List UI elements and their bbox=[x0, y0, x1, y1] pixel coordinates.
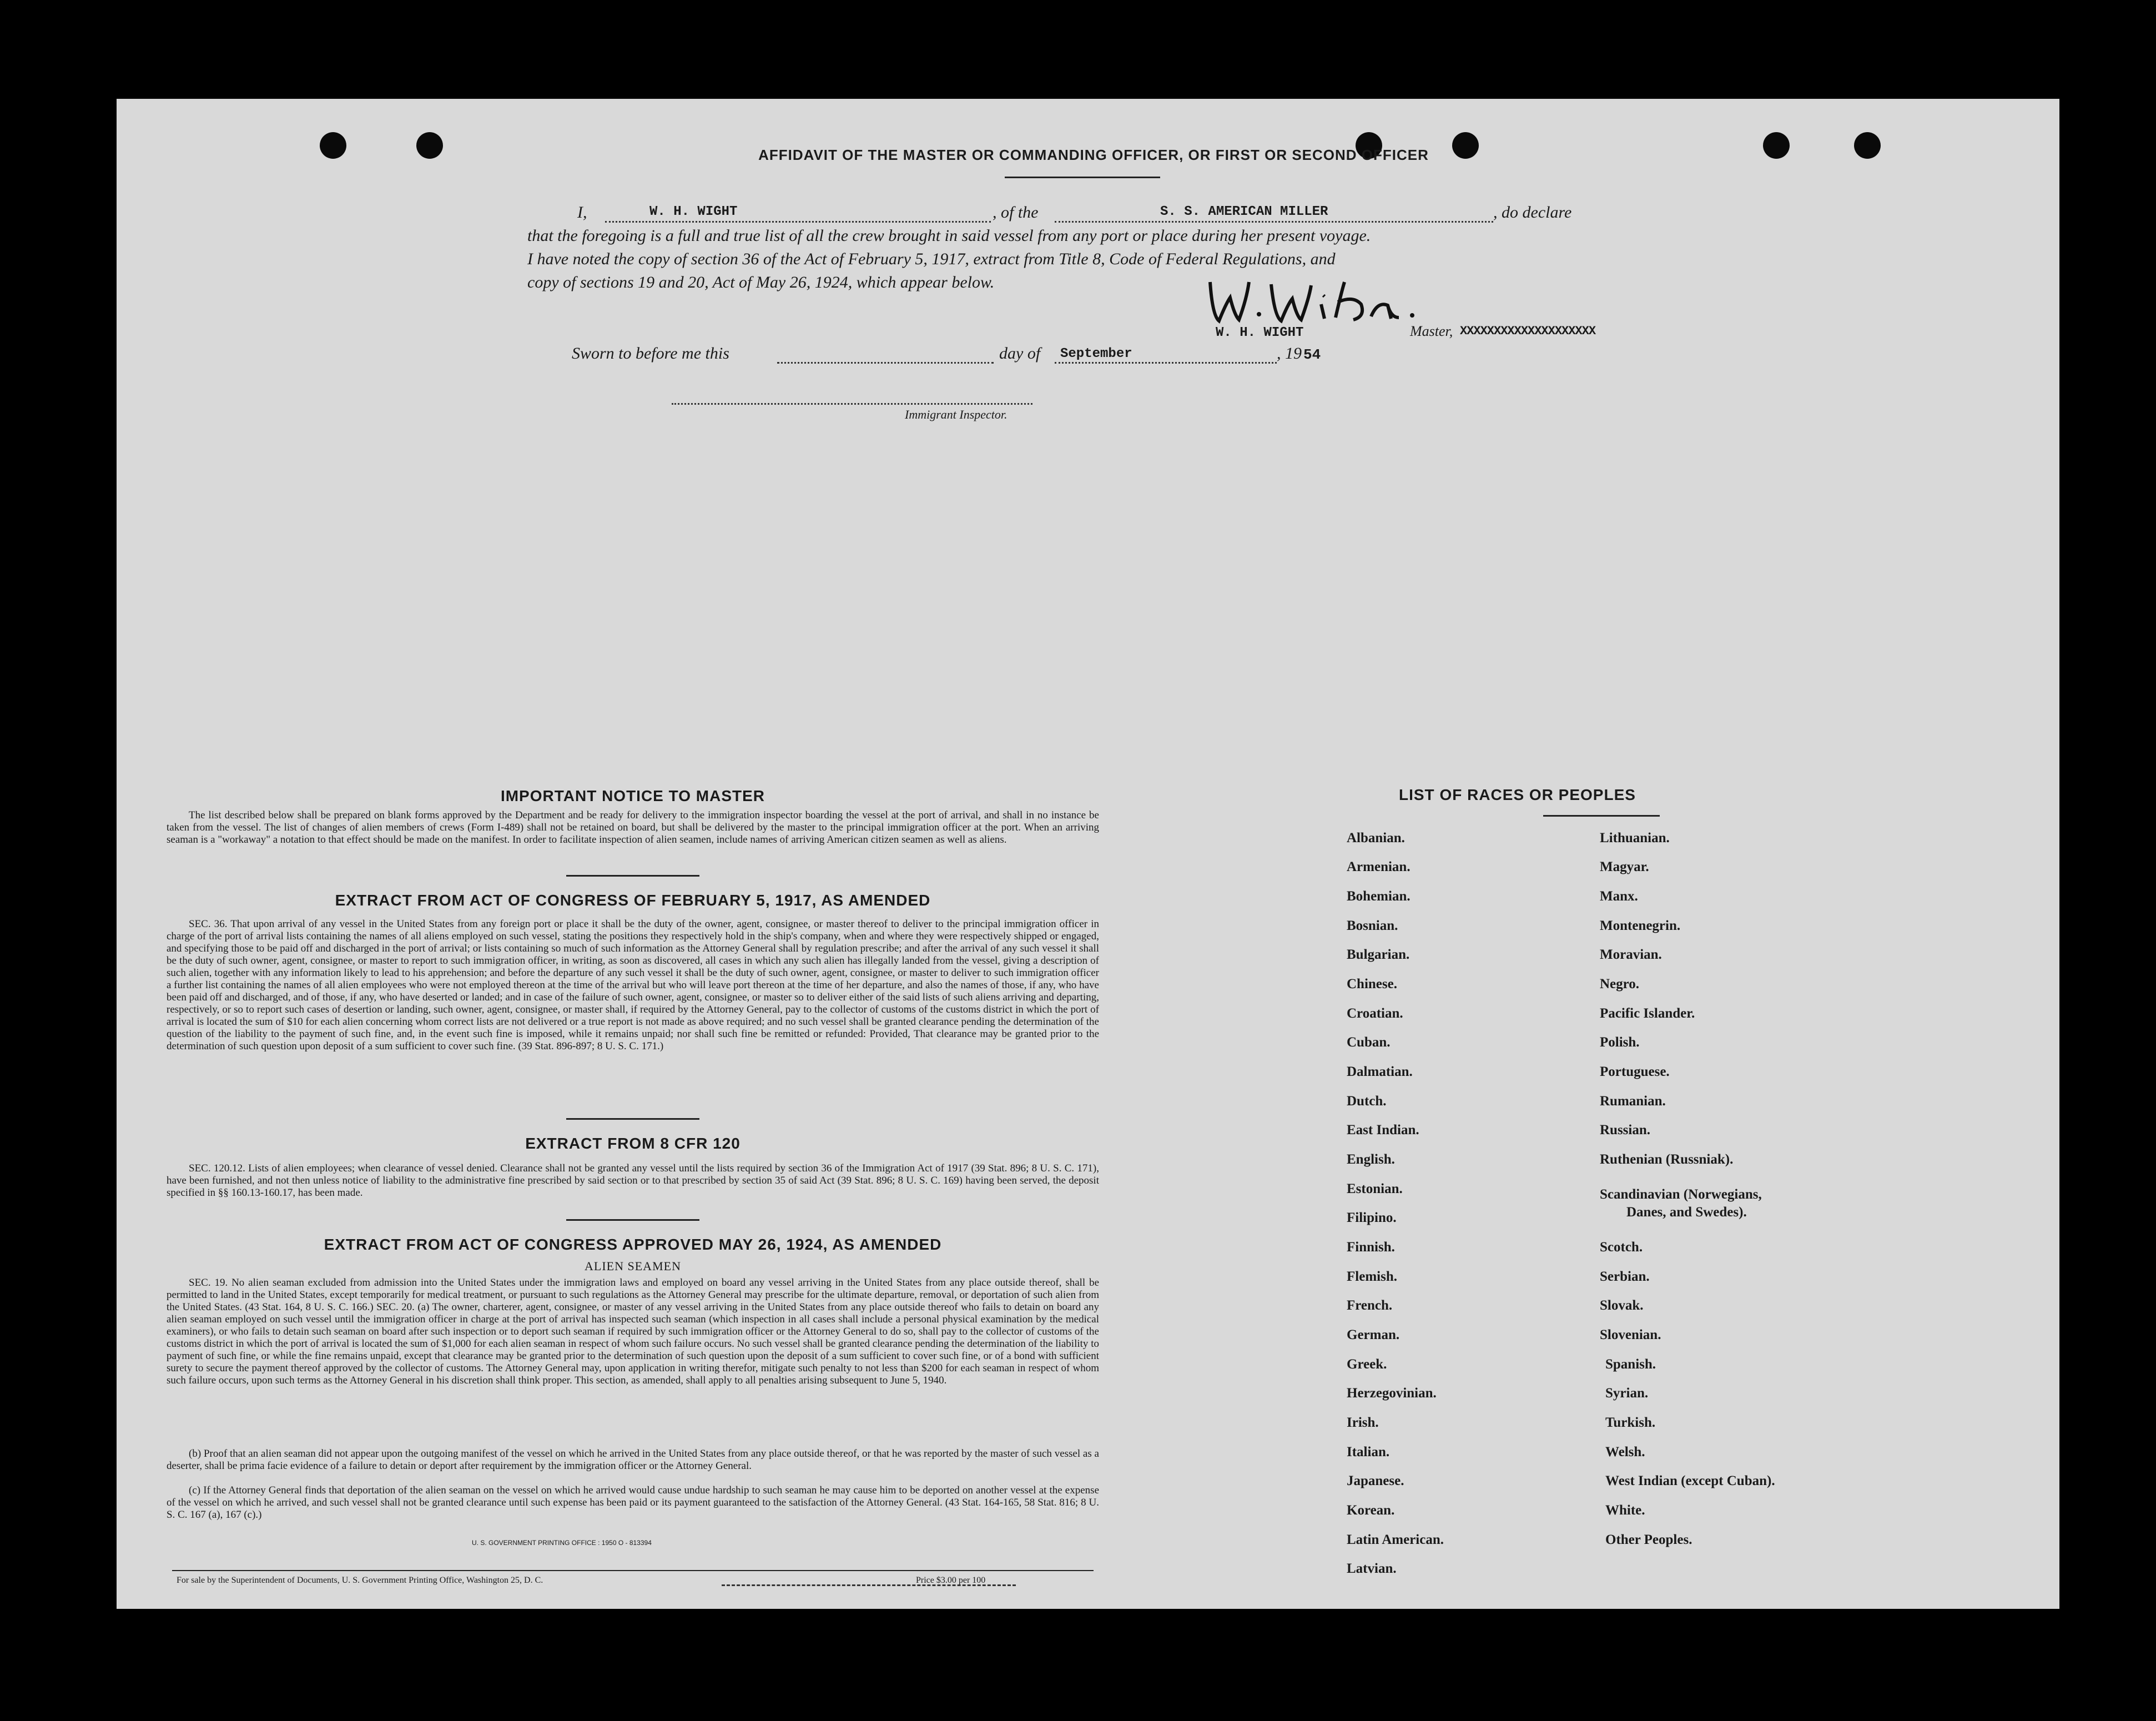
sworn-line bbox=[572, 344, 1460, 366]
race-item: Serbian. bbox=[1600, 1269, 1650, 1284]
race-item: Japanese. bbox=[1347, 1473, 1404, 1488]
struck-out-title: XXXXXXXXXXXXXXXXXXXX bbox=[1460, 324, 1596, 338]
inspector-label: Immigrant Inspector. bbox=[905, 407, 1008, 421]
race-item: Irish. bbox=[1347, 1415, 1379, 1430]
race-item: Estonian. bbox=[1347, 1181, 1403, 1196]
race-item: Spanish. bbox=[1605, 1357, 1656, 1372]
month-blank bbox=[1055, 362, 1277, 364]
race-item: Herzegovinian. bbox=[1347, 1386, 1437, 1401]
punch-hole bbox=[416, 132, 443, 159]
race-item: Greek. bbox=[1347, 1357, 1387, 1372]
race-item: Finnish. bbox=[1347, 1240, 1395, 1255]
race-item: Flemish. bbox=[1347, 1269, 1397, 1284]
master-label: Master, bbox=[1410, 323, 1453, 339]
race-item: Bulgarian. bbox=[1347, 947, 1410, 962]
document-page bbox=[117, 99, 2059, 1609]
race-item: Portuguese. bbox=[1600, 1064, 1670, 1079]
handwritten-signature bbox=[1205, 271, 1438, 332]
punch-hole bbox=[1763, 132, 1790, 159]
race-item: East Indian. bbox=[1347, 1123, 1419, 1138]
year-value: 54 bbox=[1303, 346, 1321, 363]
day-of-label: day of bbox=[999, 344, 1041, 363]
notice-divider bbox=[566, 875, 699, 877]
extract-1917-text: SEC. 36. That upon arrival of any vessel in the United States from any foreign port or place it shall be the duty of the owner, agent, consignee, or master thereof to deliver to the principal immigration officer in charge of the port of arrival lists containing the names of all aliens employed on such vessel, stating the positions they respectively hold in the ship's company, when and where they were respectively shipped or engaged, and specifying those to be paid off and discharged in the port of arrival; or lists containing so much of such information as the Attorney General shall by regulation prescribe; and after the arrival of any such vessel it shall be the duty of such owner, agent, consignee, or master to report to such immigration officer, in writing, as soon as discovered, all cases in which any such alien has illegally landed from the vessel, giving a description of such alien, together with any information likely to lead to his apprehension; and before the departure of any such vessel it shall be the duty of such owner, agent, consignee, or master to deliver to such immigration officer a further list containing the names of all alien employees who were not employed thereon at the time of the arrival but who will leave port thereon at the time of her departure, and also the names of those, if any, who have been paid off and discharged, and of those, if any, who have deserted or landed; and in case of the failure of such owner, agent, consignee, or master so to deliver either of the said lists of such aliens arriving and departing, respectively, or so to report such cases of desertion or landing, such owner, agent, consignee, or master shall, if required by the Attorney General, pay to the collector of customs of the customs district in which the port of arrival is located the sum of $10 for each alien concerning whom correct lists are not delivered or a true report is not made as above required; and no such vessel shall be granted clearance pending the determination of the question of the liability to the payment of such fine, and, in the event such fine is imposed, while it remains unpaid; nor shall such fine be remitted or refunded: Provided, That clearance may be granted prior to the determination of such question upon deposit of a sum sufficient to cover such fine. (39 Stat. 896-897; 8 U. S. C. 171.) bbox=[167, 918, 1099, 1052]
race-item: Turkish. bbox=[1605, 1415, 1656, 1430]
race-item: Montenegrin. bbox=[1600, 918, 1681, 933]
race-item-continuation: Danes, and Swedes). bbox=[1626, 1205, 1747, 1220]
printing-office-note: U. S. GOVERNMENT PRINTING OFFICE : 1950 O - 813394 bbox=[472, 1539, 652, 1547]
race-item: French. bbox=[1347, 1298, 1393, 1313]
affidavit-body-3: copy of sections 19 and 20, Act of May 26, 1924, which appear below. bbox=[527, 273, 995, 291]
race-item: Ruthenian (Russniak). bbox=[1600, 1152, 1734, 1167]
race-item: Magyar. bbox=[1600, 859, 1649, 874]
vessel-name: S. S. AMERICAN MILLER bbox=[1160, 204, 1328, 219]
race-item: Chinese. bbox=[1347, 977, 1397, 992]
punch-hole bbox=[1854, 132, 1881, 159]
race-item: Dalmatian. bbox=[1347, 1064, 1413, 1079]
extract-cfr-title: EXTRACT FROM 8 CFR 120 bbox=[525, 1135, 741, 1152]
races-divider bbox=[1543, 815, 1660, 817]
name-blank bbox=[605, 221, 991, 223]
race-item: Moravian. bbox=[1600, 947, 1662, 962]
race-item: Filipino. bbox=[1347, 1210, 1397, 1225]
signature-typed: W. H. WIGHT bbox=[1216, 325, 1304, 340]
race-item: Scotch. bbox=[1600, 1240, 1643, 1255]
race-item: Bosnian. bbox=[1347, 918, 1398, 933]
extract-1924-text-b: (b) Proof that an alien seaman did not appear upon the outgoing manifest of the vessel on which he arrived in the United States from any place outside thereof, or that he was reported by the master of such vessel as a deserter, shall be prima facie evidence of a failure to detain or deport after requirement by the immigration officer or the Attorney General. bbox=[167, 1448, 1099, 1472]
extract-1924-title: EXTRACT FROM ACT OF CONGRESS APPROVED MAY 26, 1924, AS AMENDED bbox=[324, 1236, 942, 1253]
race-item: Cuban. bbox=[1347, 1035, 1391, 1050]
race-item: Latin American. bbox=[1347, 1532, 1444, 1547]
race-item: Negro. bbox=[1600, 977, 1640, 992]
extract-1917-title: EXTRACT FROM ACT OF CONGRESS OF FEBRUARY 5, 1917, AS AMENDED bbox=[335, 892, 931, 909]
race-item: West Indian (except Cuban). bbox=[1605, 1473, 1775, 1488]
affidavit-body-1: that the foregoing is a full and true list of all the crew brought in said vessel from any port or place during her present voyage. bbox=[527, 227, 1371, 245]
races-title: LIST OF RACES OR PEOPLES bbox=[1399, 786, 1636, 803]
race-item: Albanian. bbox=[1347, 831, 1405, 846]
extract-1924-text: SEC. 19. No alien seaman excluded from admission into the United States under the immigration laws and employed on board any vessel arriving in the United States from any place outside thereof, shall be permitted to land in the United States, except temporarily for medical treatment, or pursuant to such regulations as the Attorney General may prescribe for the ultimate departure, removal, or deportation of such alien from the United States. (43 Stat. 164, 8 U. S. C. 166.) SEC. 20. (a) The owner, charterer, agent, consignee, or master of any vessel arriving in the United States from any place outside thereof who fails to detain on board any alien seaman employed on such vessel until the immigration officer in charge at the port of arrival has inspected such seaman (which inspection in all cases shall include a personal physical examination by the medical examiners), or who fails to detain such seaman on board after such inspection or to deport such seaman if required by such immigration officer or the Attorney General to do so, shall pay to the collector of customs of the customs district in which the port of arrival is located the sum of $1,000 for each alien seaman in respect of whom such failure occurs. No such vessel shall be granted clearance pending the determination of the liability to payment of such fine, or while the fine remains unpaid, except that clearance may be granted prior to the determination of such question upon the deposit of a sum sufficient to cover such fine, or of a bond with sufficient surety to secure the payment thereof approved by the collector of customs. The Attorney General may, upon application in writing therefor, mitigate such penalty to not less than $200 for each seaman in respect of whom such failure occurs, upon such terms as the Attorney General in his discretion shall think proper. This section, as amended, shall apply to all penalties arising subsequent to June 5, 1940. bbox=[167, 1277, 1099, 1386]
declaration-line bbox=[577, 203, 1771, 225]
race-item: Rumanian. bbox=[1600, 1094, 1666, 1109]
race-item: Italian. bbox=[1347, 1445, 1390, 1460]
day-blank bbox=[777, 362, 994, 364]
sworn-label: Sworn to before me this bbox=[572, 344, 729, 363]
extract-1917-divider bbox=[566, 1118, 699, 1120]
race-item: Lithuanian. bbox=[1600, 831, 1670, 846]
extract-1924-subtitle: ALIEN SEAMEN bbox=[585, 1259, 681, 1273]
race-item: Russian. bbox=[1600, 1123, 1651, 1138]
inspector-signature-line bbox=[672, 403, 1032, 405]
race-item: Slovak. bbox=[1600, 1298, 1644, 1313]
race-item: Croatian. bbox=[1347, 1006, 1403, 1021]
footer-price: Price $3.00 per 100 bbox=[916, 1576, 986, 1585]
race-item: Korean. bbox=[1347, 1503, 1395, 1518]
intro-text: I, bbox=[577, 203, 587, 222]
of-the-text: , of the bbox=[993, 203, 1039, 222]
notice-title: IMPORTANT NOTICE TO MASTER bbox=[500, 787, 765, 804]
footer-rule bbox=[172, 1570, 1094, 1571]
race-item: German. bbox=[1347, 1327, 1400, 1342]
race-item: Pacific Islander. bbox=[1600, 1006, 1695, 1021]
notice-text: The list described below shall be prepared on blank forms approved by the Department and be ready for delivery to the immigration inspector boarding the vessel at the port of arrival, and shall in no instance be taken from the vessel. The list of changes of alien members of crews (Form I-489) shall not be retained on board, but shall be delivered by the master to the principal immigration officer at the port. When an arriving seaman is a "workaway" a notation to that effect should be made on the manifest. In order to facilitate inspection of alien seamen, include names of arriving American citizen seamen as well as aliens. bbox=[167, 809, 1099, 846]
punch-hole bbox=[320, 132, 346, 159]
race-item: Slovenian. bbox=[1600, 1327, 1661, 1342]
race-item: Bohemian. bbox=[1347, 889, 1411, 904]
vessel-blank bbox=[1055, 221, 1493, 223]
race-item: Syrian. bbox=[1605, 1386, 1649, 1401]
month-value: September bbox=[1060, 346, 1132, 361]
footer-sale: For sale by the Superintendent of Documents, U. S. Government Printing Office, Washington 25, D. C. bbox=[177, 1576, 543, 1585]
title-divider bbox=[1005, 177, 1160, 178]
extract-cfr-text: SEC. 120.12. Lists of alien employees; when clearance of vessel denied. Clearance shall not be granted any vessel until the lists required by section 36 of the Immigration Act of 1917 (39 Stat. 896; 8 U. S. C. 171), have been furnished, and not then unless notice of liability to the administrative fine prescribed by said section or to that prescribed by section 35 of said Act (39 Stat. 896; 8 U. S. C. 169) having been served, the deposit specified in §§ 160.13-160.17, has been made. bbox=[167, 1163, 1099, 1199]
do-declare-text: , do declare bbox=[1493, 203, 1572, 222]
affidavit-title: AFFIDAVIT OF THE MASTER OR COMMANDING OFFICER, OR FIRST OR SECOND OFFICER bbox=[758, 147, 1429, 163]
race-item: Armenian. bbox=[1347, 859, 1411, 874]
race-item: Manx. bbox=[1600, 889, 1638, 904]
race-item: White. bbox=[1605, 1503, 1645, 1518]
race-item: Polish. bbox=[1600, 1035, 1640, 1050]
race-item: Dutch. bbox=[1347, 1094, 1387, 1109]
race-item: English. bbox=[1347, 1152, 1395, 1167]
race-item: Other Peoples. bbox=[1605, 1532, 1692, 1547]
affidavit-body-2: I have noted the copy of section 36 of the Act of February 5, 1917, extract from Title 8, Code of Federal Regulations, and bbox=[527, 250, 1336, 268]
race-item: Scandinavian (Norwegians, bbox=[1600, 1187, 1762, 1202]
extract-1924-text-c: (c) If the Attorney General finds that deportation of the alien seaman on the vessel on which he arrived would cause undue hardship to such seaman he may cause him to be deported on another vessel at the expense of the vessel on which he arrived, and such vessel shall not be granted clearance until such expense has been paid or its payment guaranteed to the satisfaction of the Attorney General. (43 Stat. 164-165, 58 Stat. 816; 8 U. S. C. 167 (a), 167 (c).) bbox=[167, 1485, 1099, 1521]
race-item: Welsh. bbox=[1605, 1445, 1645, 1460]
race-item: Latvian. bbox=[1347, 1561, 1397, 1576]
year-prefix: , 19 bbox=[1277, 344, 1302, 363]
master-name: W. H. WIGHT bbox=[649, 204, 738, 219]
extract-cfr-divider bbox=[566, 1219, 699, 1221]
